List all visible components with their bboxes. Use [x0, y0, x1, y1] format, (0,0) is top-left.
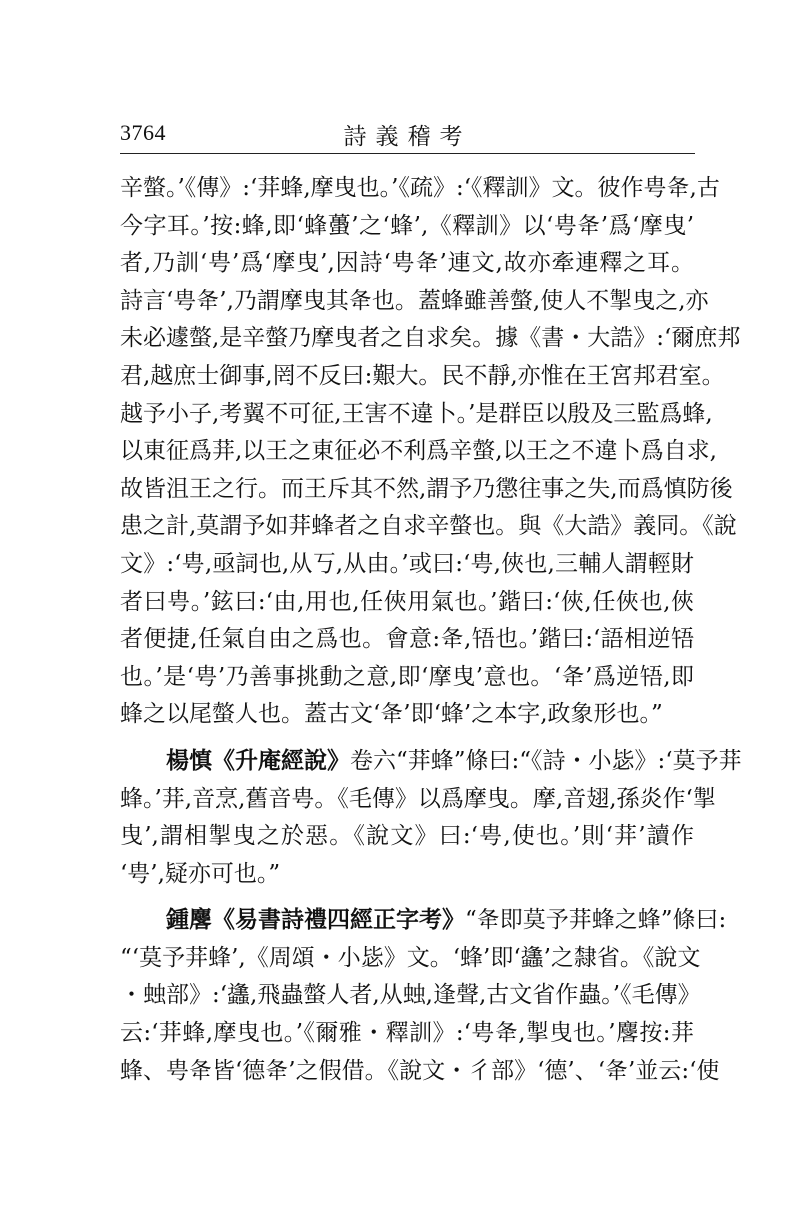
text-line: 云:‘荓蜂,摩曳也。’《爾雅・釋訓》:‘甹夅,掣曳也。’麐按:荓 — [120, 1020, 694, 1047]
text-line: 以東征爲荓,以王之東征必不利爲辛螫,以王之不違卜爲自求, — [120, 438, 717, 465]
text-run: 卷六“荓蜂”條曰:“《詩・小毖》:‘莫予荓 — [350, 747, 742, 774]
header-rule — [120, 153, 695, 154]
text-line: 也。’是‘甹’乃善事挑動之意,即‘摩曳’意也。‘夅’爲逆啎,即 — [120, 663, 694, 690]
text-line: 越予小子,考翼不可征,王害不違卜。’是群臣以殷及三監爲蜂, — [120, 400, 713, 427]
text-line: 辛螫。’《傳》:‘荓蜂,摩曳也。’《疏》:‘《釋訓》文。彼作甹夅,古 — [120, 175, 720, 201]
text-line: 曳’,謂相掣曳之於惡。《說文》曰:‘甹,使也。’則‘荓’讀作 — [120, 823, 694, 850]
text-line: 者,乃訓‘甹’爲‘摩曳’,因詩‘甹夅’連文,故亦牽連釋之耳。 — [120, 250, 694, 277]
paragraph-2 — [120, 743, 742, 893]
paragraph-3 — [120, 902, 727, 1090]
text-line: 者便捷,任氣自由之爲也。會意:夅,啎也。’鍇曰:‘語相逆啎 — [120, 626, 694, 653]
paragraph-1 — [120, 170, 741, 734]
body-text — [120, 170, 742, 1090]
text-line: 蜂。’荓,音烹,舊音甹。《毛傳》以爲摩曳。摩,音翅,孫炎作‘掣 — [120, 785, 716, 812]
text-line — [120, 902, 727, 940]
text-line: 者曰甹。’鉉曰:‘由,用也,任俠用氣也。’鍇曰:‘俠,任俠也,俠 — [120, 588, 694, 615]
text-line: ‘甹’,疑亦可也。” — [120, 860, 281, 887]
text-line: 詩言‘甹夅’,乃謂摩曳其夅也。蓋蜂雖善螫,使人不掣曳之,亦 — [120, 287, 709, 314]
cited-work-author: 楊慎《升庵經說》 — [166, 747, 350, 774]
text-line: 蜂之以尾螫人也。蓋古文‘夅’即‘蜂’之本字,政象形也。” — [120, 701, 663, 728]
text-line: 患之計,莫謂予如荓蜂者之自求辛螫也。與《大誥》義同。《說 — [120, 513, 737, 540]
text-line: “‘莫予荓蜂’,《周頌・小毖》文。‘蜂’即‘蠭’之隸省。《說文 — [120, 944, 701, 971]
cited-work-author: 鍾麐《易書詩禮四經正字考》 — [166, 907, 465, 934]
paragraph-gap — [120, 734, 694, 743]
text-line: 文》:‘甹,亟詞也,从丂,从由。’或曰:‘甹,俠也,三輔人謂輕財 — [120, 550, 694, 577]
text-line: 今字耳。’按:蜂,即‘蜂蠆’之‘蜂’,《釋訓》以‘甹夅’爲‘摩曳’ — [120, 212, 694, 239]
text-line: ・䖵部》:‘蠭,飛蟲螫人者,从䖵,逢聲,古文省作蟲。’《毛傳》 — [120, 982, 701, 1009]
page-number: 3764 — [120, 120, 166, 145]
running-title: 詩義稽考 — [343, 124, 472, 150]
text-line: 故皆沮王之行。而王斥其不然,謂予乃懲往事之失,而爲慎防後 — [120, 475, 733, 502]
page-header — [120, 112, 695, 152]
text-line: 未必遽螫,是辛螫乃摩曳者之自求矣。據《書・大誥》:‘爾庶邦 — [120, 325, 741, 352]
text-line: 蜂、甹夅皆‘德夅’之假借。《說文・彳部》‘德’、‘夅’並云:‘使 — [120, 1057, 720, 1084]
text-run: “夅即莫予荓蜂之蜂”條曰: — [465, 907, 727, 934]
text-line: 君,越庶士御事,罔不反曰:艱大。民不靜,亦惟在王宮邦君室。 — [120, 362, 725, 389]
paragraph-gap — [120, 893, 694, 902]
text-line — [120, 743, 742, 781]
